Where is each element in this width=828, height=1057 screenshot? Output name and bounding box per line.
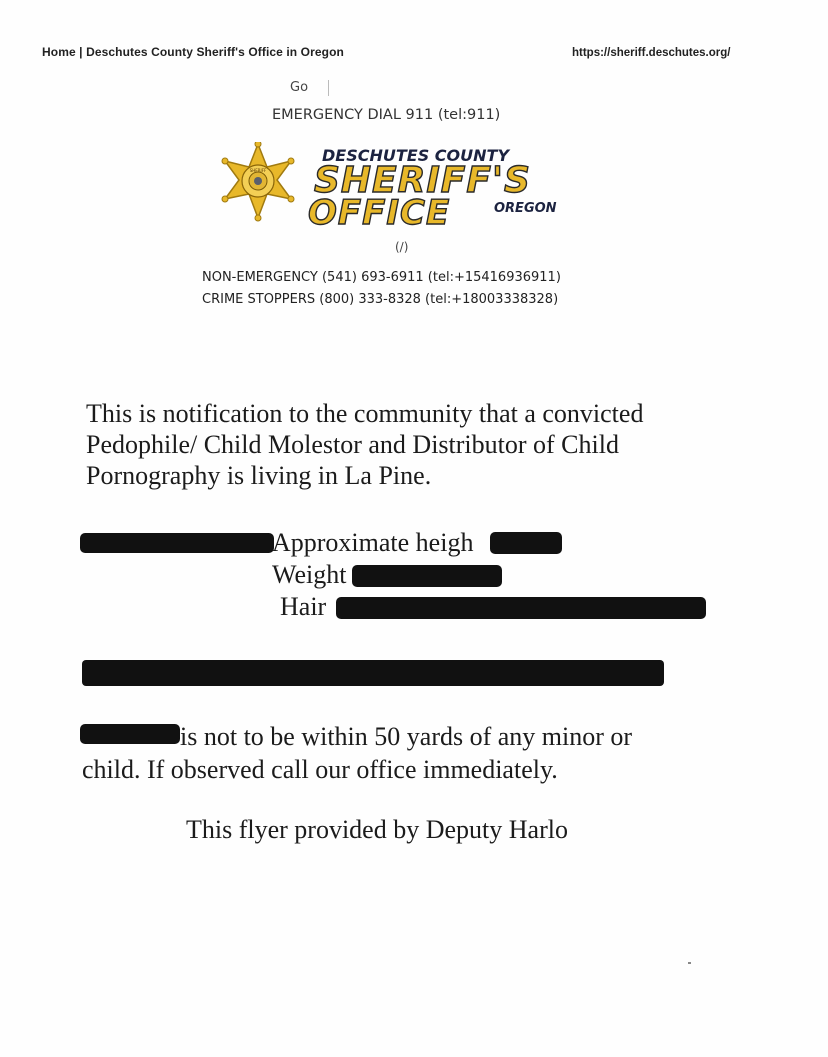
non-emergency-link[interactable]: NON-EMERGENCY (541) 693-6911 (tel:+15416936911) — [202, 270, 561, 285]
warning-line: is not to be within 50 yards of any minor or — [180, 722, 633, 751]
logo-home-link[interactable]: (/) — [395, 240, 409, 254]
warning-line: child. If observed call our office immediately. — [82, 755, 558, 784]
redaction-weight — [352, 565, 502, 587]
logo-sheriffs-text: SHERIFF'S — [314, 160, 531, 201]
sheriff-star-badge-icon — [222, 142, 294, 221]
redaction-name-2 — [80, 724, 180, 744]
go-button[interactable]: Go — [290, 80, 309, 95]
sheriff-logo-graphic — [214, 142, 604, 234]
logo-county-text: DESCHUTES COUNTY — [322, 146, 510, 165]
crime-stoppers-link[interactable]: CRIME STOPPERS (800) 333-8328 (tel:+18003338328) — [202, 292, 559, 307]
print-header-url: https://sheriff.deschutes.org/ — [572, 47, 731, 59]
redaction-line — [82, 660, 664, 686]
redaction-name — [80, 533, 274, 553]
print-header-title: Home | Deschutes County Sheriff's Office in Oregon — [42, 45, 344, 59]
notice-line: Pedophile/ Child Molestor and Distributor of Child — [86, 430, 619, 459]
notice-line: Pornography is living in La Pine. — [86, 461, 432, 490]
logo-office-text: OFFICE — [308, 193, 451, 233]
community-notice — [86, 398, 726, 491]
flyer-credit: This flyer provided by Deputy Harlo — [186, 815, 568, 844]
notice-line: This is notification to the community that a convicted — [86, 399, 644, 428]
height-label: Approximate heigh — [272, 528, 474, 557]
hair-label: Hair — [280, 592, 327, 621]
logo-oregon-text: OREGON — [494, 201, 557, 216]
sheriff-logo[interactable] — [214, 142, 604, 234]
emergency-link[interactable]: EMERGENCY DIAL 911 (tel:911) — [272, 107, 501, 123]
badge-ring-text: SHERIFF — [249, 168, 267, 173]
redaction-hair — [336, 597, 706, 619]
weight-label: Weight — [272, 560, 347, 589]
redaction-height — [490, 532, 562, 554]
scan-speck — [688, 962, 691, 964]
search-divider — [328, 80, 329, 96]
search-input[interactable] — [78, 79, 282, 103]
